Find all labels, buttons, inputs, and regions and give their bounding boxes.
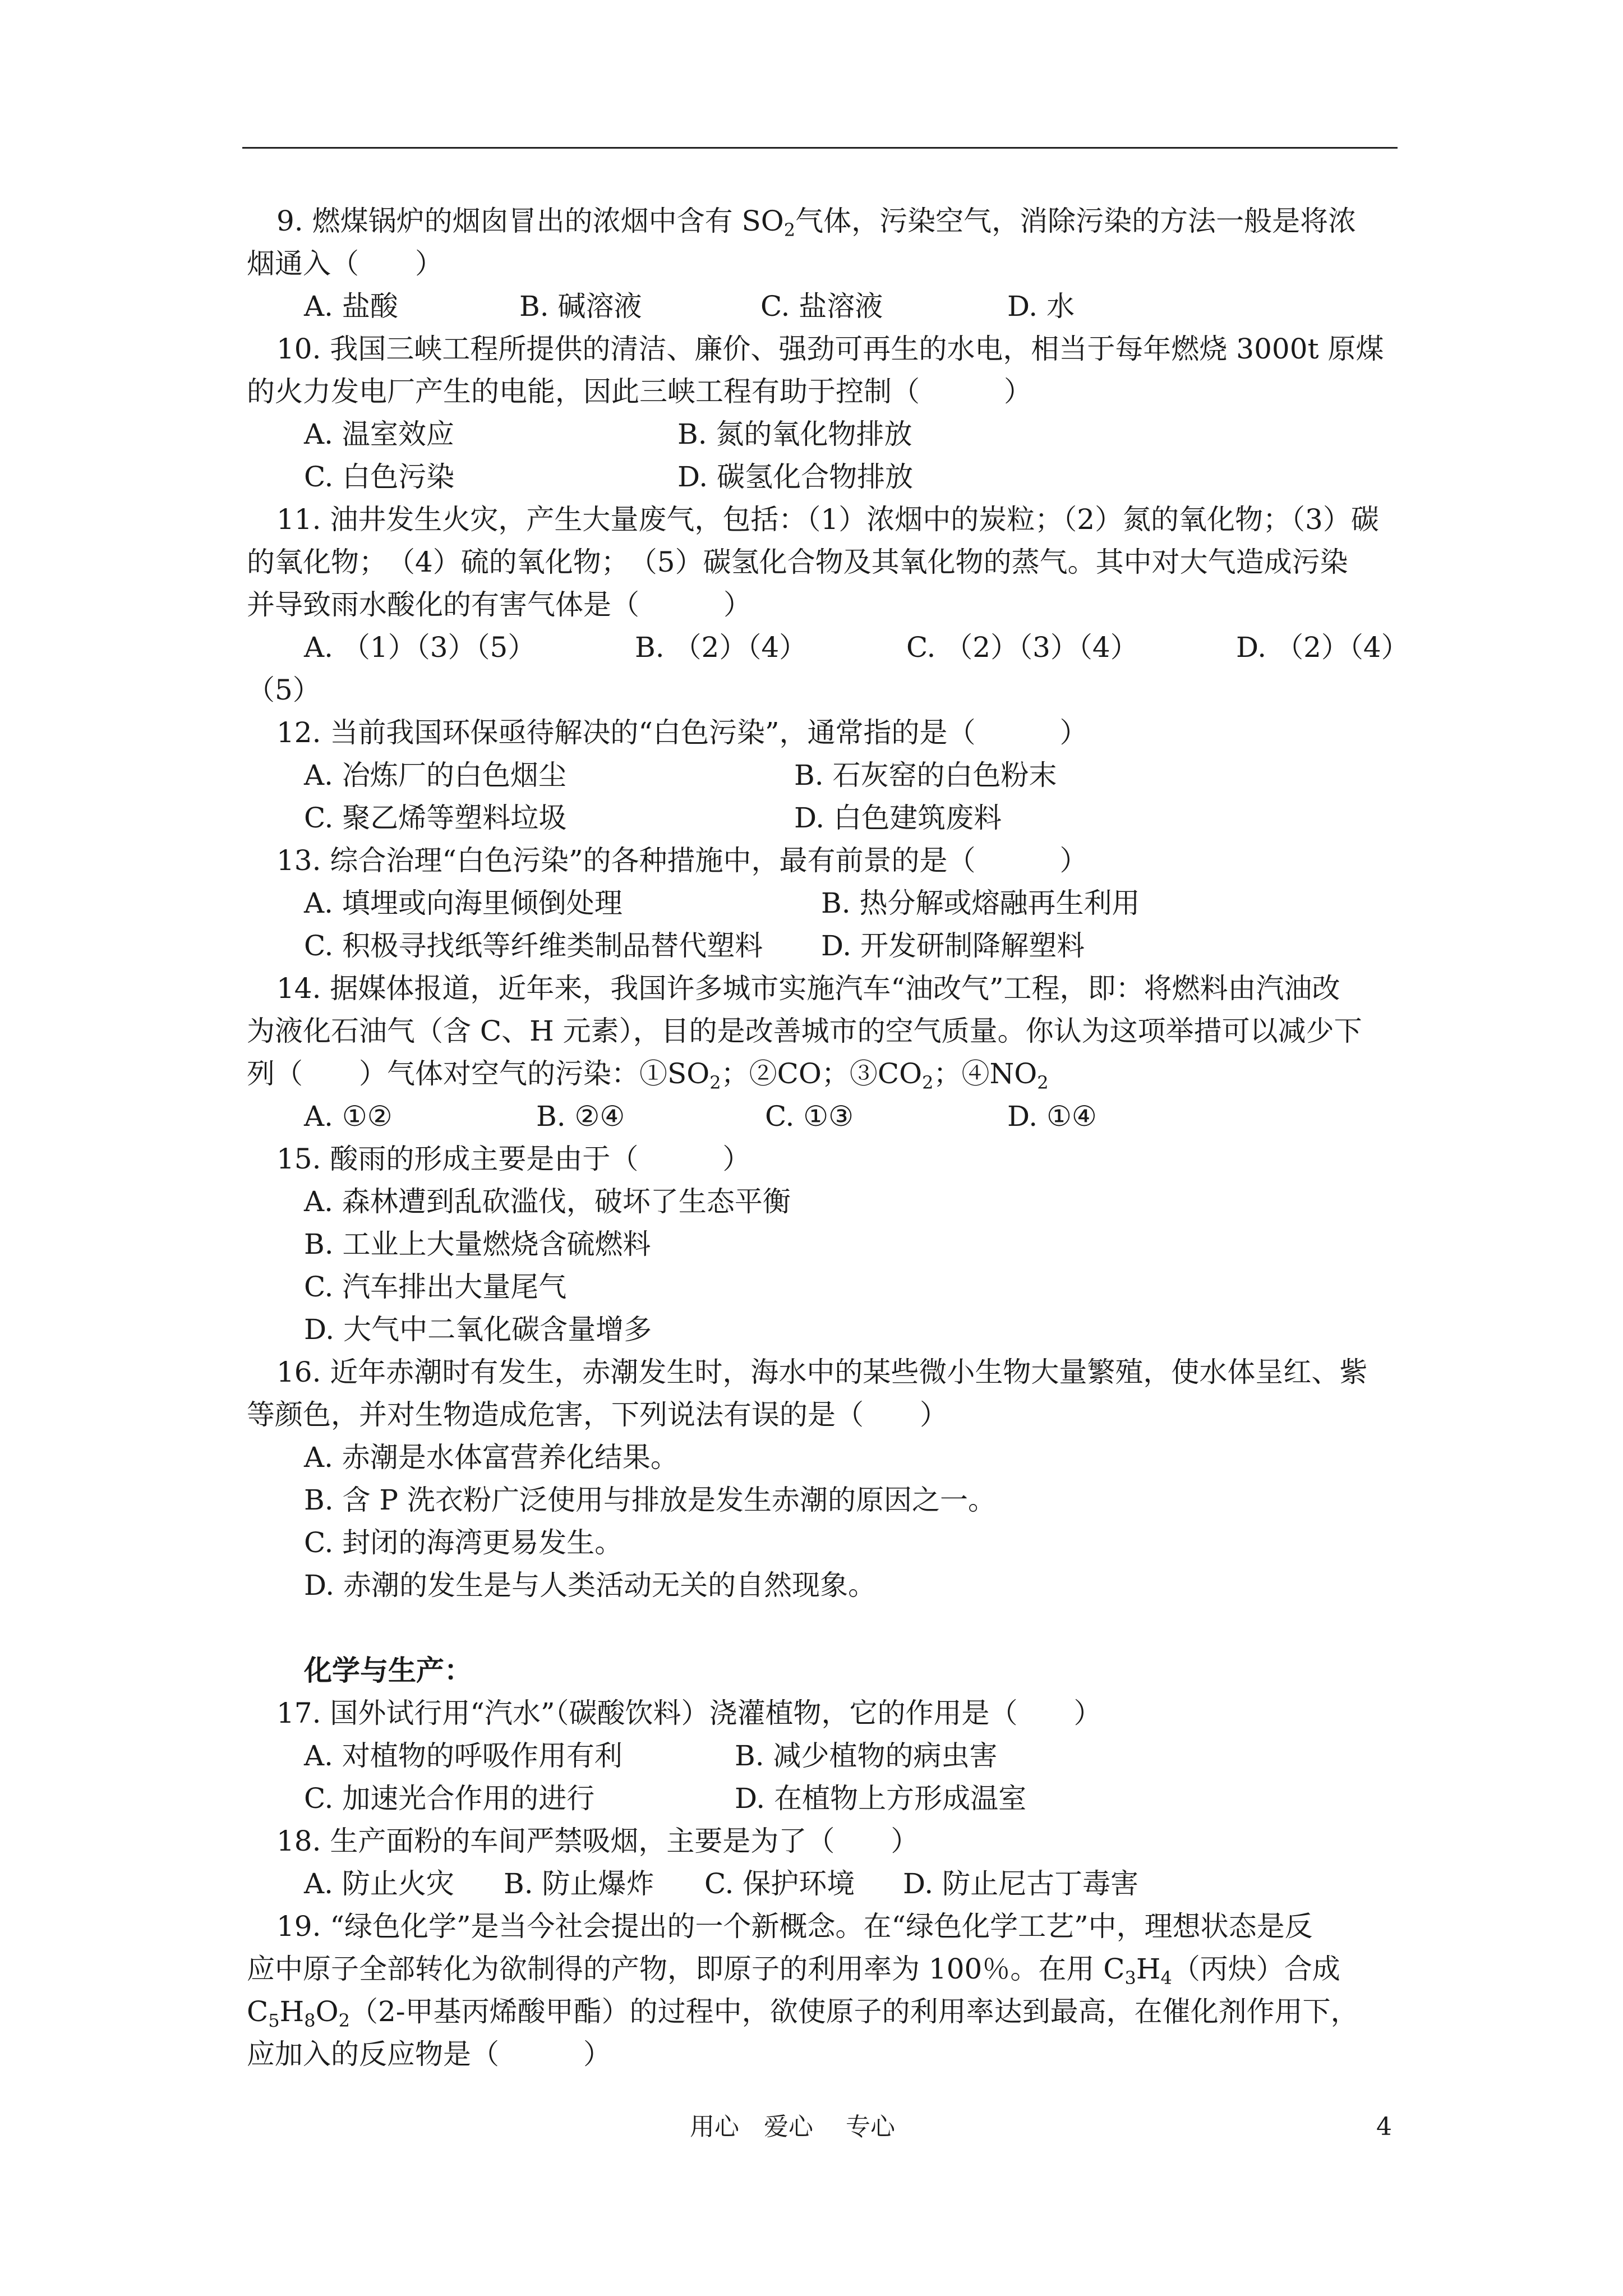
- q11-option-c: C. （2）（3）（4）: [906, 631, 1138, 664]
- q18-option-c: C. 保护环境: [704, 1867, 855, 1900]
- question-14-line-3: 列（ ）气体对空气的污染：$①SO_2$；②CO；$③CO_2$；$④NO_2$: [247, 1057, 1049, 1093]
- footer-motto: 用心 爱心 专心: [690, 2113, 895, 2141]
- q14-option-b: B. ②④: [536, 1100, 625, 1133]
- q11-option-a: A. （1）（3）（5）: [304, 631, 536, 664]
- q12-option-d: D. 白色建筑废料: [794, 802, 1002, 834]
- q10-option-c: C. 白色污染: [304, 461, 455, 493]
- question-11-line-3: 并导致雨水酸化的有害气体是（ ）: [247, 588, 751, 621]
- q16-option-b: B. 含 P 洗衣粉广泛使用与排放是发生赤潮的原因之一。: [304, 1484, 996, 1516]
- q14-option-a: A. ①②: [304, 1100, 393, 1133]
- q11-option-d: D. （2）（4）: [1236, 631, 1409, 664]
- q15-option-d: D. 大气中二氧化碳含量增多: [304, 1313, 652, 1346]
- question-16-line-2: 等颜色，并对生物造成危害，下列说法有误的是（ ）: [247, 1398, 948, 1431]
- q12-option-a: A. 冶炼厂的白色烟尘: [304, 759, 566, 792]
- q13-option-b: B. 热分解或熔融再生利用: [821, 887, 1140, 919]
- q14-option-c: C. ①③: [765, 1100, 854, 1133]
- question-18-line-1: 18. 生产面粉的车间严禁吸烟，主要是为了（ ）: [276, 1825, 919, 1857]
- q18-option-b: B. 防止爆炸: [504, 1867, 654, 1900]
- question-16-line-1: 16. 近年赤潮时有发生，赤潮发生时，海水中的某些微小生物大量繁殖，使水体呈红、紫: [276, 1356, 1368, 1388]
- q12-option-b: B. 石灰窑的白色粉末: [794, 759, 1057, 792]
- q9-option-d: D. 水: [1007, 290, 1075, 323]
- q17-option-a: A. 对植物的呼吸作用有利: [304, 1740, 623, 1772]
- q10-option-b: B. 氮的氧化物排放: [677, 418, 912, 450]
- question-14-line-2: 为液化石油气（含 C、H 元素），目的是改善城市的空气质量。你认为这项举措可以减少下: [247, 1015, 1362, 1047]
- question-13-line-1: 13. 综合治理“白色污染”的各种措施中，最有前景的是（ ）: [276, 844, 1088, 877]
- question-10-line-2: 的火力发电厂产生的电能，因此三峡工程有助于控制（ ）: [247, 375, 1032, 408]
- q11-option-d-continued: （5）: [247, 674, 321, 706]
- question-11-line-1: 11. 油井发生火灾，产生大量废气，包括：（1）浓烟中的炭粒；（2）氮的氧化物；（3）碳: [276, 503, 1379, 536]
- q13-option-d: D. 开发研制降解塑料: [821, 930, 1085, 962]
- q9-option-c: C. 盐溶液: [760, 290, 883, 323]
- q15-option-b: B. 工业上大量燃烧含硫燃料: [304, 1228, 651, 1260]
- q11-option-b: B. （2）（4）: [635, 631, 808, 664]
- q16-option-d: D. 赤潮的发生是与人类活动无关的自然现象。: [304, 1569, 877, 1602]
- q9-option-b: B. 碱溶液: [519, 290, 642, 323]
- q18-option-d: D. 防止尼古丁毒害: [903, 1867, 1139, 1900]
- q10-option-a: A. 温室效应: [304, 418, 454, 450]
- question-17-line-1: 17. 国外试行用“汽水”（碳酸饮料）浇灌植物，它的作用是（ ）: [276, 1697, 1102, 1729]
- q13-option-c: C. 积极寻找纸等纤维类制品替代塑料: [304, 930, 763, 962]
- question-19-line-4: 应加入的反应物是（ ）: [247, 2038, 611, 2070]
- q17-option-c: C. 加速光合作用的进行: [304, 1782, 595, 1815]
- q15-option-a: A. 森林遭到乱砍滥伐，破坏了生态平衡: [304, 1185, 791, 1218]
- question-9-line-2: 烟通入（ ）: [247, 247, 443, 280]
- q12-option-c: C. 聚乙烯等塑料垃圾: [304, 802, 567, 834]
- q16-option-a: A. 赤潮是水体富营养化结果。: [304, 1441, 679, 1474]
- question-19-line-2: 应中原子全部转化为欲制得的产物，即原子的利用率为 100％。在用 $C_3H_4$（丙炔）合成: [247, 1953, 1340, 1989]
- question-14-line-1: 14. 据媒体报道，近年来，我国许多城市实施汽车“油改气”工程，即：将燃料由汽油改: [276, 972, 1340, 1005]
- question-12-line-1: 12. 当前我国环保亟待解决的“白色污染”，通常指的是（ ）: [276, 716, 1088, 749]
- question-11-line-2: 的氧化物； （4）硫的氧化物； （5）碳氢化合物及其氧化物的蒸气。其中对大气造成污染: [247, 546, 1348, 578]
- question-10-line-1: 10. 我国三峡工程所提供的清洁、廉价、强劲可再生的水电，相当于每年燃烧 3000t 原煤: [276, 333, 1384, 365]
- question-9-line-1: 9. 燃煤锅炉的烟囱冒出的浓烟中含有 $SO_2$气体，污染空气，消除污染的方法一般是将浓: [276, 205, 1357, 241]
- section-heading: 化学与生产：: [304, 1654, 472, 1687]
- q13-option-a: A. 填埋或向海里倾倒处理: [304, 887, 623, 919]
- q15-option-c: C. 汽车排出大量尾气: [304, 1271, 567, 1303]
- question-15-line-1: 15. 酸雨的形成主要是由于（ ）: [276, 1143, 751, 1175]
- q9-option-a: A. 盐酸: [304, 290, 398, 323]
- question-19-line-1: 19. “绿色化学”是当今社会提出的一个新概念。在“绿色化学工艺”中，理想状态是反: [276, 1910, 1313, 1943]
- q17-option-d: D. 在植物上方形成温室: [735, 1782, 1027, 1815]
- q14-option-d: D. ①④: [1007, 1100, 1097, 1133]
- page-number: 4: [1376, 2113, 1392, 2141]
- q16-option-c: C. 封闭的海湾更易发生。: [304, 1526, 623, 1559]
- q10-option-d: D. 碳氢化合物排放: [677, 461, 914, 493]
- q18-option-a: A. 防止火灾: [304, 1867, 454, 1900]
- q17-option-b: B. 减少植物的病虫害: [735, 1740, 998, 1772]
- question-19-line-3: $C_5H_8O_2(2-$甲基丙烯酸甲酯）的过程中，欲使原子的利用率达到最高，在催化剂作用下，: [247, 1995, 1359, 2031]
- header-rule: [242, 147, 1398, 149]
